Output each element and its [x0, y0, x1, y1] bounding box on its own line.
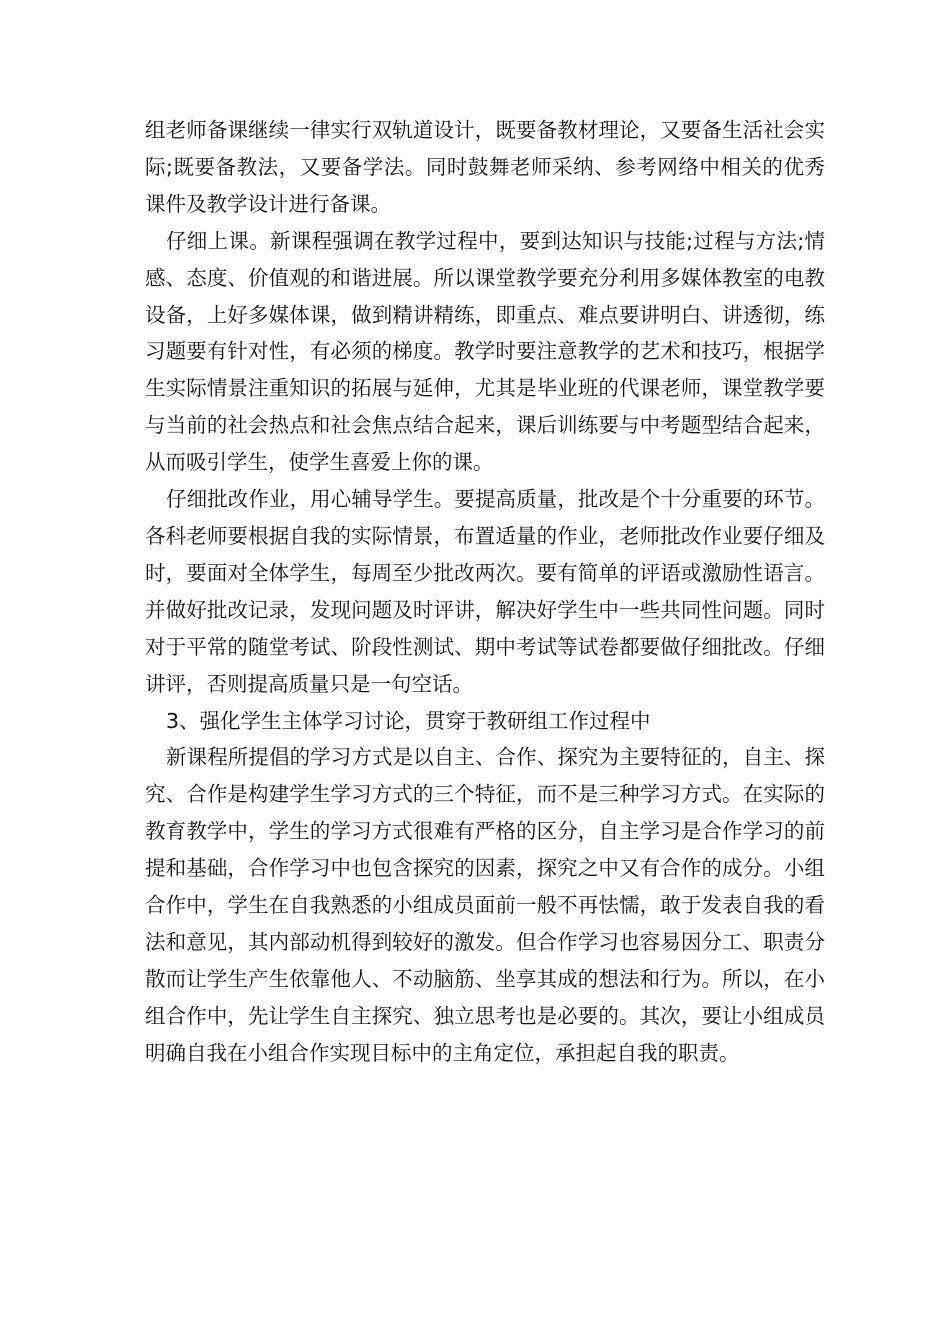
- paragraph-lesson-preparation: 组老师备课继续一律实行双轨道设计，既要备教材理论，又要备生活社会实际;既要备教法，又要备学法。同时鼓舞老师采纳、参考网络中相关的优秀课件及教学设计进行备课。: [145, 118, 825, 216]
- paragraph-cooperative-learning: 新课程所提倡的学习方式是以自主、合作、探究为主要特征的，自主、探究、合作是构建学生学习方式的三个特征，而不是三种学习方式。在实际的教育教学中，学生的学习方式很难有严格的区分，自主学习是合作学习的前提和基础，合作学习中也包含探究的因素，探究之中又有合作的成分。小组合作中，学生在自我熟悉的小组成员面前一般不再怯懦，敢于发表自我的看法和意见，其内部动机得到较好的激发。但合作学习也容易因分工、职责分散而让学生产生依靠他人、不动脑筋、坐享其成的想法和行为。所以，在小组合作中，先让学生自主探究、独立思考也是必要的。其次，要让小组成员明确自我在小组合作实现目标中的主角定位，承担起自我的职责。: [145, 745, 825, 1065]
- section-heading-student-learning: 3、强化学生主体学习讨论，贯穿于教研组工作过程中: [166, 708, 651, 733]
- document-body: [145, 112, 825, 1072]
- paragraph-homework-correction: 仔细批改作业，用心辅导学生。要提高质量，批改是个十分重要的环节。各科老师要根据自我的实际情景，布置适量的作业，老师批改作业要仔细及时，要面对全体学生，每周至少批改两次。要有简单的评语或激励性语言。并做好批改记录，发现问题及时评讲，解决好学生中一些共同性问题。同时对于平常的随堂考试、阶段性测试、期中考试等试卷都要做仔细批改。仔细讲评，否则提高质量只是一句空话。: [145, 487, 825, 696]
- paragraph-careful-teaching: 仔细上课。新课程强调在教学过程中，要到达知识与技能;过程与方法;情感、态度、价值观的和谐进展。所以课堂教学要充分利用多媒体教室的电教设备，上好多媒体课，做到精讲精练，即重点、难点要讲明白、讲透彻，练习题要有针对性，有必须的梯度。教学时要注意教学的艺术和技巧，根据学生实际情景注重知识的拓展与延伸，尤其是毕业班的代课老师，课堂教学要与当前的社会热点和社会焦点结合起来，课后训练要与中考题型结合起来，从而吸引学生，使学生喜爱上你的课。: [145, 228, 825, 475]
